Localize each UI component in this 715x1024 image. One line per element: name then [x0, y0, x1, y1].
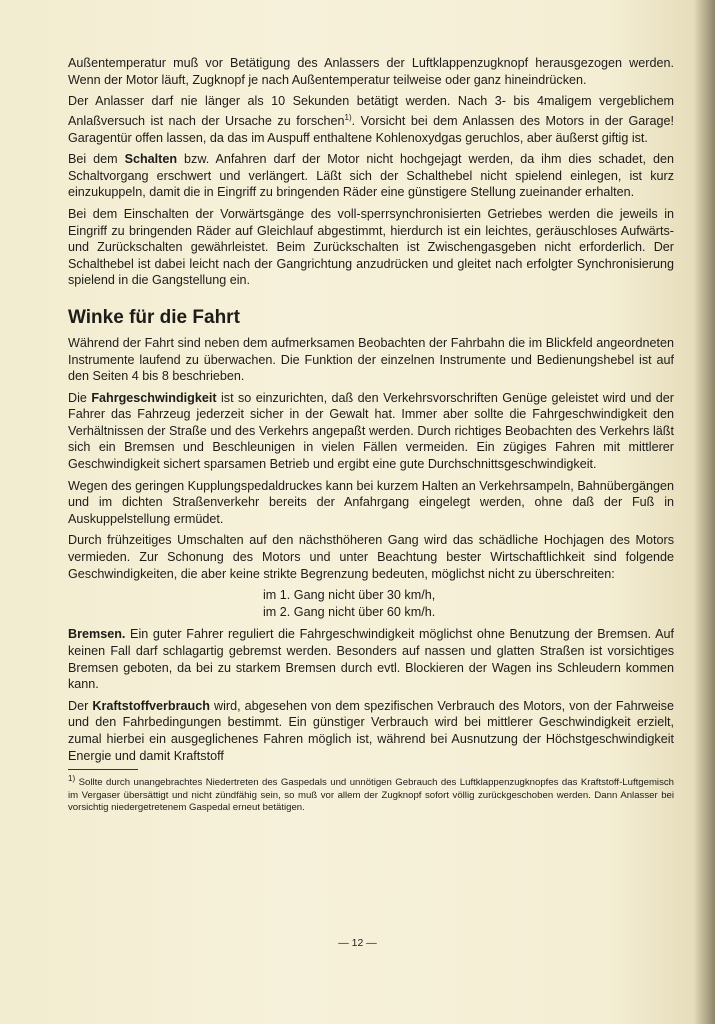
- anlasser-text-cont: . Vorsicht bei dem Anlassen des Motors in der Garage! Garagentür offen lassen, da das im Auspuff enthaltene Kohlenoxydgas geruchlos, aber äußerst giftig ist.: [68, 113, 674, 145]
- schalten-prefix: Bei dem: [68, 152, 125, 167]
- paragraph-getriebe: Bei dem Einschalten der Vorwärtsgänge des voll-sperrsynchronisierten Getriebes werden die jeweils in Eingriff zu bringenden Räder auf Gleichlauf abgestimmt, hierdurch ist ein leichtes, geräuschloses Aufwärts- und Zurückschalten gewährleistet. Beim Zurückschalten ist Zwischengasgeben nicht erforderlich. Der Schalthebel ist dabei leicht nach der Gangrichtung anzudrücken und gleitet nach erfolgter Synchronisierung spielend in die Gangstellung ein.: [68, 206, 674, 288]
- schalten-text: bzw. Anfahren darf der Motor nicht hochgejagt werden, da ihm dies schadet, den Schaltvorgang erschwert und verlängert. Läßt sich der Schalthebel nicht spielend einlegen, ist kurz einzukuppeln, damit die in Eingriff zu bringenden Räder eine günstigere Stellung zueinander erhalten.: [68, 152, 675, 200]
- footnote: [68, 773, 674, 814]
- footnote-text: Sollte durch unangebrachtes Niedertreten des Gaspedals und unnötigen Gebrauch des Luftklappenzugknopfes das Kraftstoff-Luftgemisch im Vergaser übersättigt und nicht zündfähig sein, so muß vor allem der Zugknopf sofort völlig zurückgeschoben werden. Dann Anlasser bei vorsichtig niedergetretenem Gaspedal erneut betätigen.: [68, 777, 674, 814]
- term-bremsen: Bremsen.: [68, 627, 126, 642]
- paragraph-instrumente: Während der Fahrt sind neben dem aufmerksamen Beobachten der Fahrbahn die im Blickfeld angeordneten Instrumente laufend zu überwachen. Die Funktion der einzelnen Instrumente und Bedienungshebel ist auf den Seiten 4 bis 8 beschrieben.: [68, 335, 674, 384]
- term-kraftstoffverbrauch: Kraftstoffverbrauch: [92, 698, 210, 713]
- page-number: — 12 —: [338, 937, 377, 949]
- anlasser-text: Der Anlasser darf nie länger als 10 Sekunden betätigt werden. Nach 3- bis 4maligem vergeblichem Anlaßversuch ist nach der Ursache zu forschen: [68, 94, 674, 128]
- page-content: [68, 55, 674, 815]
- paragraph-fahrgeschwindigkeit: [68, 390, 674, 473]
- footnote-reference: 1): [344, 112, 352, 122]
- kraftstoff-text: wird, abgesehen von dem spezifischen Verbrauch des Motors, von der Fahrweise und den Fahrbedingungen bestimmt. Ein günstiger Verbrauch wird bei mittlerer Geschwindigkeit erzielt, zumal hierbei ein ausgeglichenes Fahren möglich ist, während bei Ausnutzung der Höchstgeschwindigkeit Energie und damit Kraftstoff: [68, 698, 674, 763]
- term-schalten: Schalten: [124, 152, 178, 167]
- kraftstoff-prefix: Der: [68, 698, 93, 713]
- paragraph-schalten: [68, 151, 674, 201]
- term-fahrgeschwindigkeit: Fahrgeschwindigkeit: [91, 390, 217, 405]
- footnote-divider: [68, 769, 138, 770]
- paragraph-kraftstoffverbrauch: [68, 698, 674, 764]
- speed-limit-gear-1: im 1. Gang nicht über 30 km/h,: [263, 588, 436, 603]
- bremsen-text: Ein guter Fahrer reguliert die Fahrgeschwindigkeit möglichst ohne Benutzung der Bremsen. Auf keinen Fall darf schlagartig gebremst werden. Besonders auf nassen und glatten Straßen ist vorsichtiges Bremsen geboten, da bei zu starkem Bremsen durch evtl. Blockieren der Wagen ins Schleudern kommen kann.: [68, 627, 674, 692]
- paragraph-umschalten: Durch frühzeitiges Umschalten auf den nächsthöheren Gang wird das schädliche Hochjagen des Motors vermieden. Zur Schonung des Motors und unter Beachtung bester Wirtschaftlichkeit sind folgende Geschwindigkeiten, die aber keine strikte Begrenzung bedeuten, möglichst nicht zu überschreiten:: [68, 533, 674, 581]
- paragraph-luftklappe: Außentemperatur muß vor Betätigung des Anlassers der Luftklappenzugknopf herausgezogen werden. Wenn der Motor läuft, Zugknopf je nach Außentemperatur teilweise oder ganz hineindrücken.: [68, 56, 674, 87]
- footnote-mark: 1): [68, 774, 76, 784]
- paragraph-bremsen: [68, 626, 674, 692]
- paragraph-anlasser: [68, 93, 674, 146]
- paragraph-kupplung: Wegen des geringen Kupplungspedaldruckes kann bei kurzem Halten an Verkehrsampeln, Bahnübergängen und im dichten Straßenverkehr bereits der Anfahrgang eingelegt werden, ohne daß der Fuß in Auskuppelstellung ermüdet.: [68, 478, 674, 526]
- section-heading: Winke für die Fahrt: [68, 306, 240, 328]
- speed-limit-gear-2: im 2. Gang nicht über 60 km/h.: [263, 604, 436, 619]
- fahrgeschwindigkeit-text: ist so einzurichten, daß den Verkehrsvorschriften Genüge geleistet wird und der Fahrer das Fahrzeug jederzeit sicher in der Gewalt hat. Immer aber sollte die Fahrgeschwindigkeit den Verhältnissen der Straße und des Verkehrs angepaßt werden. Durch richtiges Beobachten des Verkehrs läßt sich ein Bremsen und Beschleunigen in vielen Fällen vermeiden. Ein zügiges Fahren mit mittlerer Geschwindigkeit sichert sparsamen Betrieb und ergibt eine gute Durchschnittsgeschwindigkeit.: [68, 390, 674, 472]
- speed-limits: [263, 587, 674, 620]
- fahrgeschwindigkeit-prefix: Die: [68, 390, 92, 405]
